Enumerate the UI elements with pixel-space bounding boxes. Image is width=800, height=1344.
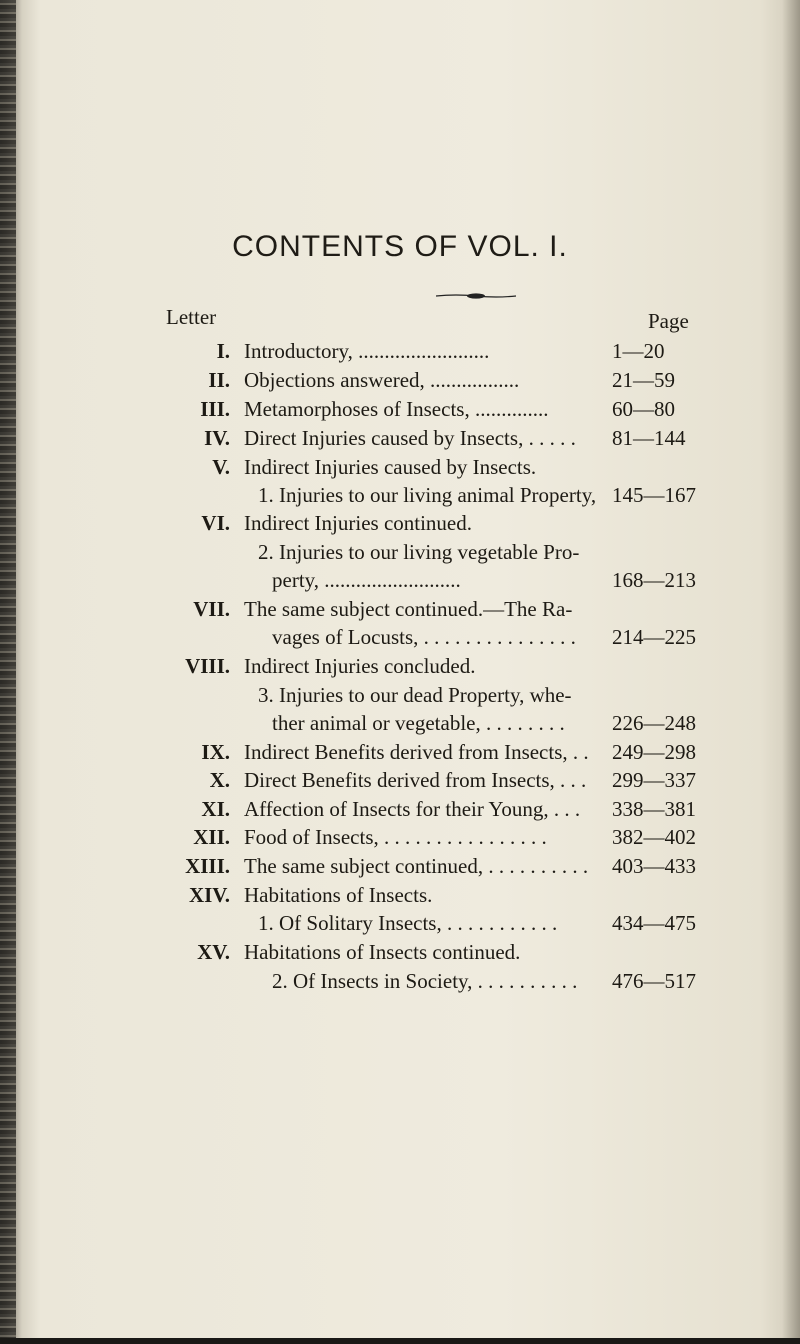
page-range: 338—381 (612, 797, 696, 821)
page-range: 81—144 (612, 426, 686, 450)
page-range: 226—248 (612, 711, 696, 735)
entry-title: 1. Injuries to our living animal Property, (258, 483, 597, 507)
contents-entry (0, 423, 800, 453)
entry-title: Habitations of Insects continued. (244, 940, 521, 964)
page-range: 403—433 (612, 854, 696, 878)
page-title: CONTENTS OF VOL. I. (232, 230, 568, 263)
entry-title: vages of Locusts, . . . . . . . . . . . . . . . (272, 625, 576, 649)
entry-title: Indirect Injuries concluded. (244, 654, 476, 678)
contents-entry (0, 908, 800, 938)
entry-title: ther animal or vegetable, . . . . . . . . (272, 711, 565, 735)
contents-entry (0, 680, 800, 710)
contents-entry (0, 565, 800, 595)
entry-title: Affection of Insects for their Young, . . . (244, 797, 581, 821)
letter-number: III. (200, 397, 230, 421)
entry-title: Food of Insects, . . . . . . . . . . . . . . . . (244, 825, 547, 849)
contents-entry (0, 765, 800, 795)
entry-title: Indirect Benefits derived from Insects, . . (244, 740, 589, 764)
entry-title: Introductory, ......................... (244, 339, 490, 363)
letter-number: II. (208, 368, 230, 392)
entry-title: Objections answered, ................. (244, 368, 520, 392)
contents-entry (0, 394, 800, 424)
letter-number: I. (216, 339, 230, 363)
entry-title: Indirect Injuries caused by Insects. (244, 455, 537, 479)
letter-number: XI. (201, 797, 230, 821)
contents-entry (0, 480, 800, 510)
page-range: 434—475 (612, 911, 696, 935)
page-range: 214—225 (612, 625, 696, 649)
letter-number: VIII. (185, 654, 230, 678)
entry-title: 3. Injuries to our dead Property, whe- (258, 683, 572, 707)
contents-entry (0, 452, 800, 482)
column-header-letter: Letter (166, 305, 217, 329)
contents-entry (0, 737, 800, 767)
page-range: 476—517 (612, 969, 696, 993)
contents-entry (0, 336, 800, 366)
entry-title: Metamorphoses of Insects, .............. (244, 397, 549, 421)
letter-number: IX. (201, 740, 230, 764)
contents-entry (0, 937, 800, 967)
contents-entry (0, 851, 800, 881)
page-range: 145—167 (612, 483, 696, 507)
contents-entry (0, 594, 800, 624)
letter-number: V. (212, 455, 230, 479)
entry-title: Direct Injuries caused by Insects, . . . . . (244, 426, 576, 450)
column-header-page: Page (648, 309, 689, 333)
letter-number: VI. (201, 511, 230, 535)
entry-title: 2. Of Insects in Society, . . . . . . . . . . (272, 969, 578, 993)
page-range: 1—20 (612, 339, 665, 363)
entry-title: Indirect Injuries continued. (244, 511, 473, 535)
entry-title: perty, .......................... (272, 568, 461, 592)
contents-entry (0, 822, 800, 852)
letter-number: XIII. (185, 854, 230, 878)
letter-number: IV. (204, 426, 230, 450)
entry-title: 1. Of Solitary Insects, . . . . . . . . . . . (258, 911, 558, 935)
entry-title: The same subject continued, . . . . . . . . . . (244, 854, 589, 878)
contents-entry (0, 651, 800, 681)
letter-number: VII. (193, 597, 230, 621)
contents-entry (0, 708, 800, 738)
contents-entry (0, 794, 800, 824)
entry-title: Direct Benefits derived from Insects, . . . (244, 768, 587, 792)
entry-title: The same subject continued.—The Ra- (244, 597, 573, 621)
contents-entry (0, 508, 800, 538)
page-range: 60—80 (612, 397, 675, 421)
contents-entry (0, 880, 800, 910)
page-range: 168—213 (612, 568, 696, 592)
letter-number: XII. (193, 825, 230, 849)
contents-entry (0, 365, 800, 395)
entry-title: 2. Injuries to our living vegetable Pro- (258, 540, 580, 564)
letter-number: XV. (197, 940, 230, 964)
page-range: 21—59 (612, 368, 675, 392)
letter-number: XIV. (188, 883, 230, 907)
page-range: 299—337 (612, 768, 696, 792)
contents-entry (0, 537, 800, 567)
page-range: 382—402 (612, 825, 696, 849)
contents-entry (0, 622, 800, 652)
entry-title: Habitations of Insects. (244, 883, 433, 907)
letter-number: X. (209, 768, 230, 792)
contents-entry (0, 966, 800, 996)
page-range: 249—298 (612, 740, 696, 764)
